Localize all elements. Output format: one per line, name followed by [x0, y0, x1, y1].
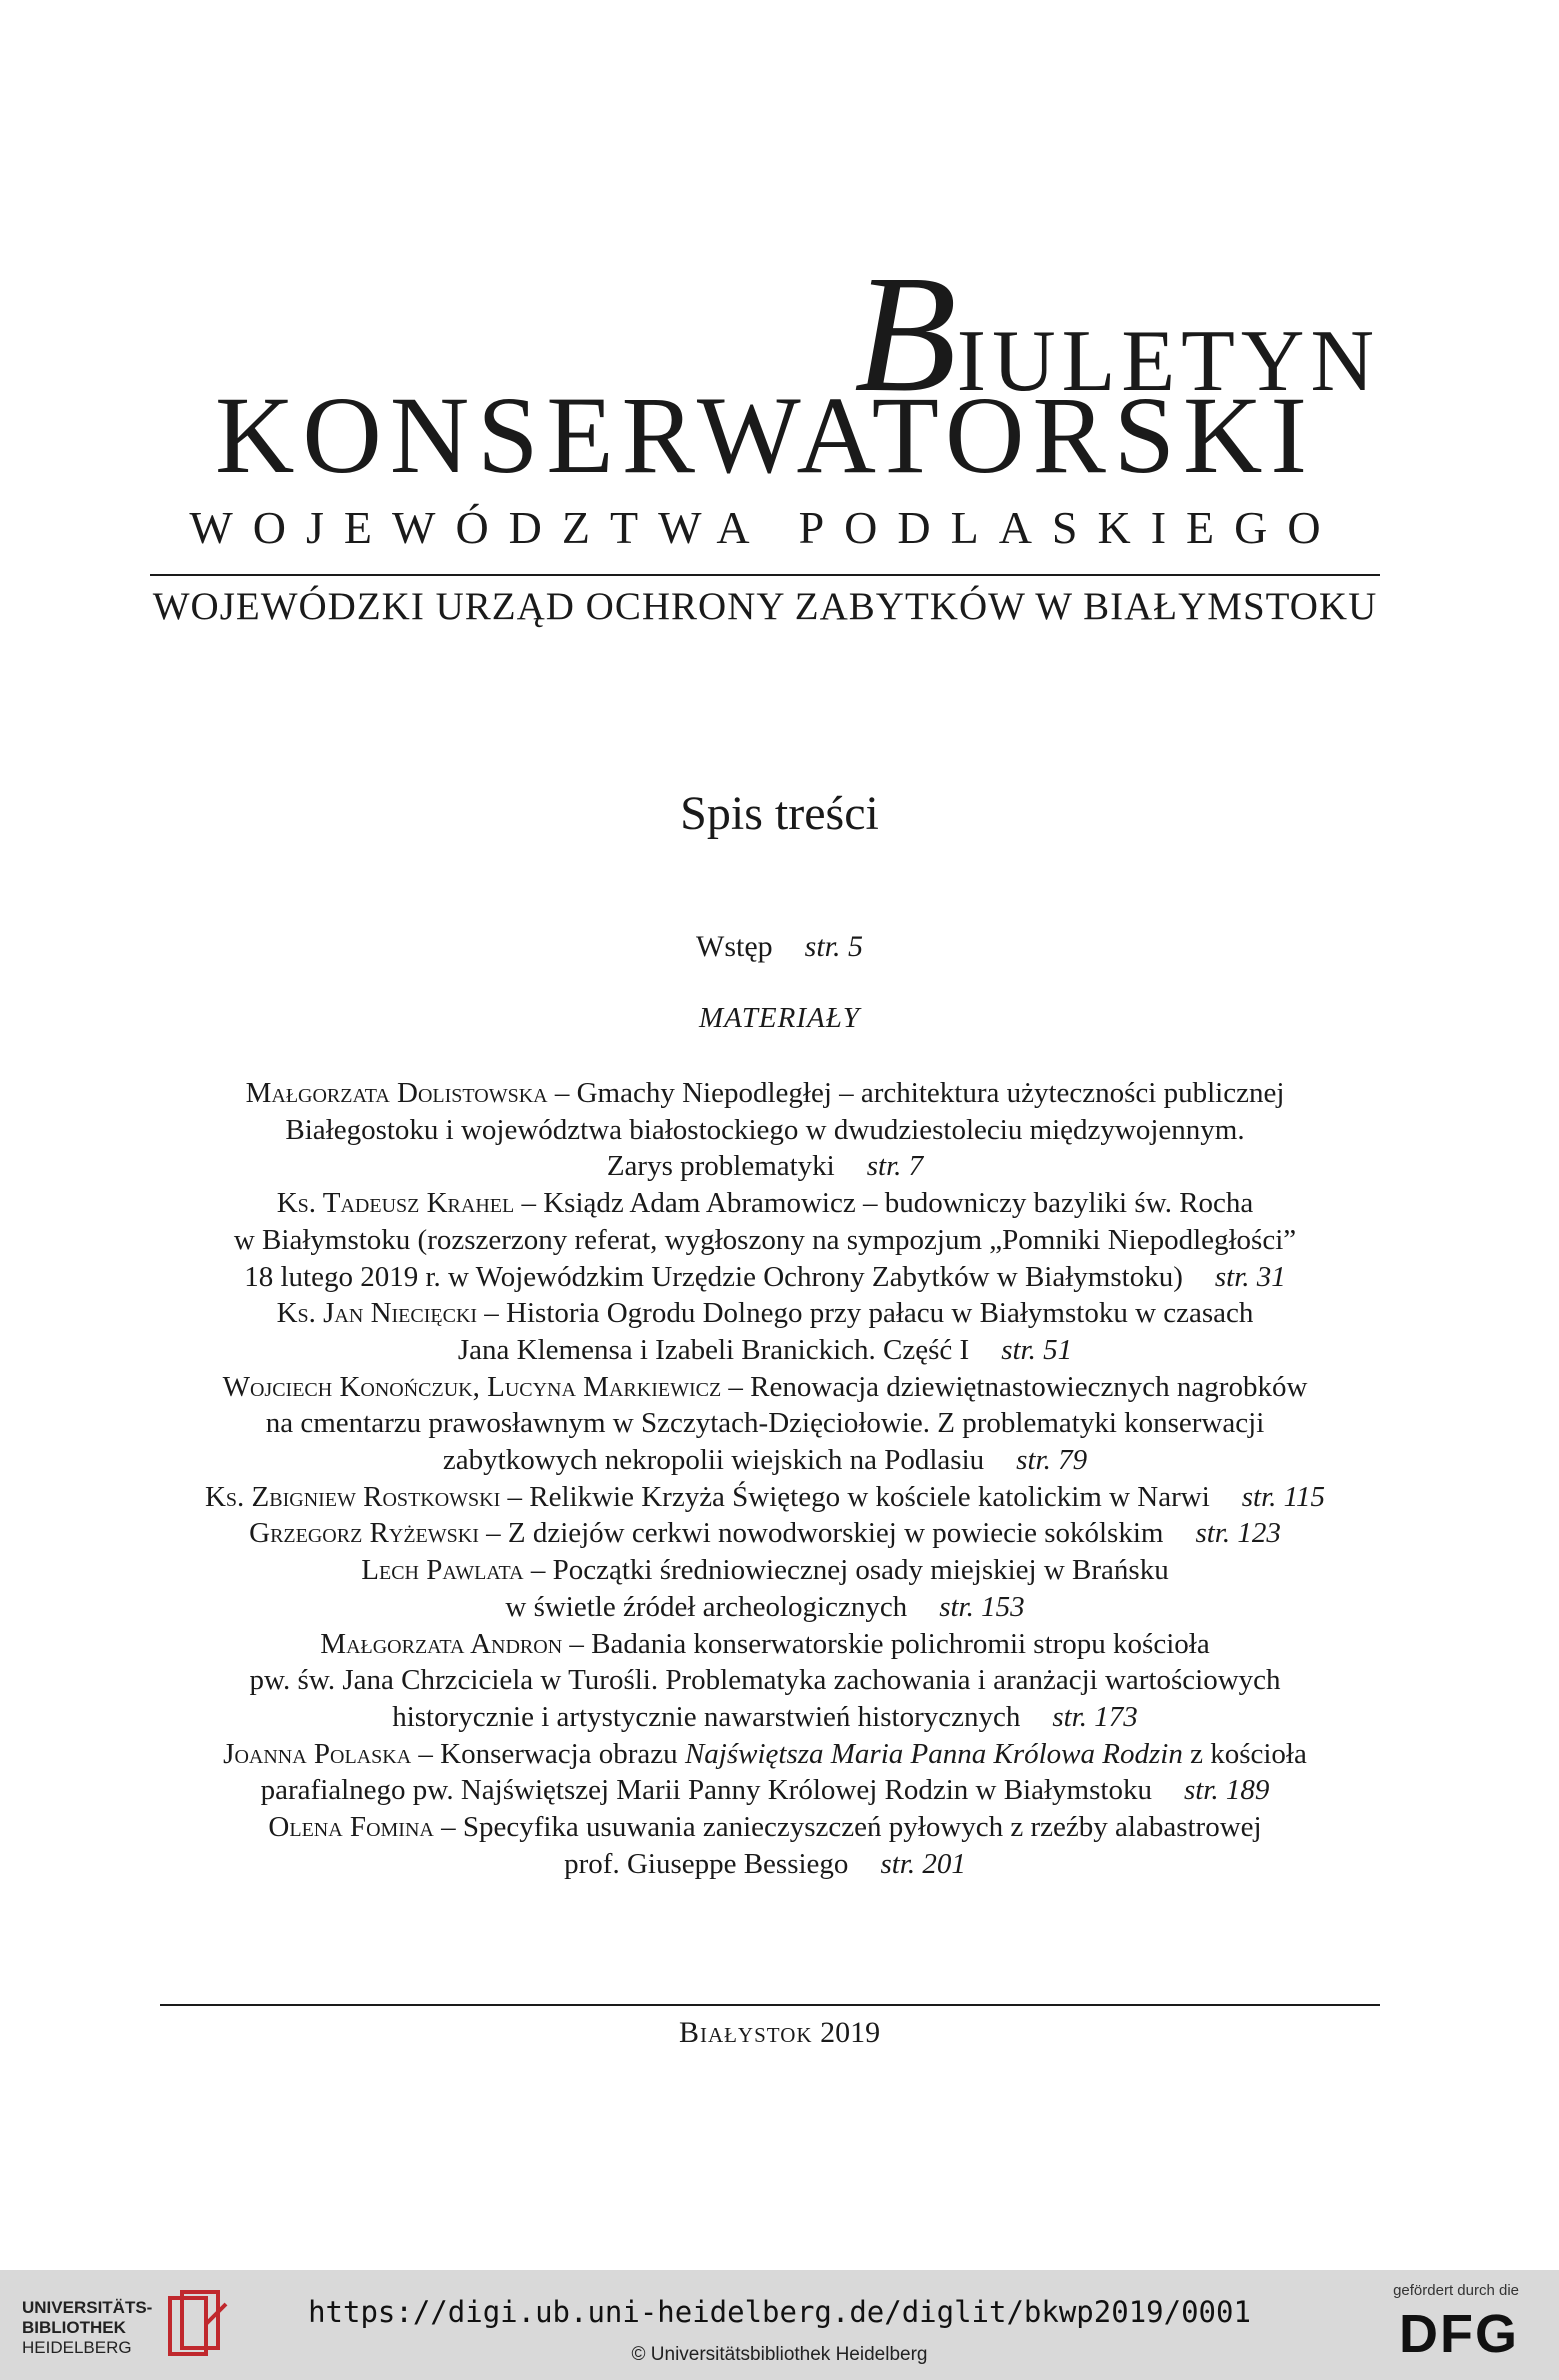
- entry-line: Zarys problematyki: [606, 1150, 835, 1183]
- imprint-place: Białystok: [678, 2016, 813, 2049]
- entry-line: parafialnego pw. Najświętszej Marii Panny Królowej Rodzin w Białymstoku: [260, 1774, 1152, 1807]
- entry-page: str. 51: [1001, 1333, 1073, 1366]
- entry-line: w świetle źródeł archeologicznych: [505, 1590, 908, 1623]
- imprint-year: 2019: [820, 2016, 881, 2049]
- entry-author: Lech Pawlata: [361, 1554, 524, 1587]
- toc-entry: Ks. Jan Niecięcki – Historia Ogrodu Dolnego przy pałacu w Białymstoku w czasach Jana Klemensa i Izabeli Branickich. Część I str. 51: [276, 1297, 1254, 1366]
- toc-entry: Małgorzata Dolistowska – Gmachy Niepodległej – architektura użyteczności publicznej Białegostoku i województwa białostockiego w dwudziestoleciu międzywojennym. Zarys problematyki str. 7: [245, 1077, 1285, 1183]
- entry-line: pw. św. Jana Chrzciciela w Turośli. Problematyka zachowania i aranżacji wartościowych: [249, 1664, 1281, 1697]
- permalink[interactable]: https://digi.ub.uni-heidelberg.de/diglit/bkwp2019/0001: [308, 2295, 1251, 2329]
- intro-page: str. 5: [804, 930, 863, 963]
- entry-author: Ks. Jan Niecięcki: [276, 1297, 478, 1330]
- entry-artwork-title: Najświętsza Maria Panna Królowa Rodzin: [684, 1737, 1183, 1770]
- masthead-title-line2: KONSERWATORSKI: [214, 374, 1316, 496]
- entry-author: Joanna Polaska: [223, 1737, 412, 1770]
- entry-line: 18 lutego 2019 r. w Wojewódzkim Urzędzie Ochrony Zabytków w Białymstoku): [244, 1260, 1183, 1293]
- entry-line: Białegostoku i województwa białostockiego w dwudziestoleciu międzywojennym.: [285, 1113, 1245, 1146]
- section-heading: MATERIAŁY: [699, 1002, 860, 1034]
- entry-author: Grzegorz Ryżewski: [249, 1517, 479, 1550]
- toc-entry: Wojciech Konończuk, Lucyna Markiewicz – Renowacja dziewiętnastowiecznych nagrobków na cmentarzu prawosławnym w Szczytach-Dzięciołowie. Z problematyki konserwacji zabytkowych nekropolii wiejskich na Podlasiu str. 79: [222, 1370, 1308, 1477]
- library-line3: HEIDELBERG: [22, 2338, 132, 2357]
- entry-author: Ks. Tadeusz Krahel: [276, 1187, 515, 1220]
- entry-author: Wojciech Konończuk, Lucyna Markiewicz: [222, 1370, 722, 1403]
- imprint: [0, 2016, 1559, 2050]
- entry-line: Jana Klemensa i Izabeli Branickich. Część I: [457, 1333, 970, 1366]
- entry-page: str. 153: [939, 1590, 1025, 1623]
- contents-list: [150, 1075, 1380, 1882]
- entry-line: prof. Giuseppe Bessiego: [564, 1847, 849, 1880]
- entry-line: zabytkowych nekropolii wiejskich na Podlasiu: [442, 1444, 985, 1477]
- entry-line: Specyfika usuwania zanieczyszczeń pyłowych z rzeźby alabastrowej: [462, 1811, 1262, 1844]
- dfg-logo-text: DFG: [1399, 2304, 1519, 2364]
- funder-logo[interactable]: [1379, 2282, 1519, 2364]
- masthead-title-line3: WOJEWÓDZTWA PODLASKIEGO: [189, 502, 1341, 553]
- entry-line: z kościoła: [1182, 1737, 1307, 1770]
- entry-page: str. 173: [1052, 1700, 1138, 1733]
- funding-label: gefördert durch die: [1393, 2282, 1519, 2299]
- masthead-title-rest: iuletyn: [956, 279, 1380, 418]
- intro-label: Wstęp: [696, 930, 773, 963]
- entry-line: Renowacja dziewiętnastowiecznych nagrobków: [750, 1370, 1308, 1403]
- entry-line: Gmachy Niepodległej – architektura użyteczności publicznej: [576, 1077, 1285, 1109]
- library-line2: BIBLIOTHEK: [22, 2318, 126, 2337]
- entry-page: str. 79: [1016, 1444, 1088, 1477]
- contents-intro: [0, 930, 1559, 964]
- masthead-divider: [150, 574, 1380, 576]
- toc-entry: Małgorzata Andron – Badania konserwatorskie polichromii stropu kościoła pw. św. Jana Chrzciciela w Turośli. Problematyka zachowania i aranżacji wartościowych historycznie i artystycznie nawarstwień historycznych str. 173: [249, 1627, 1281, 1733]
- entry-line: historycznie i artystycznie nawarstwień historycznych: [392, 1700, 1021, 1733]
- entry-author: Ks. Zbigniew Rostkowski: [204, 1480, 501, 1513]
- toc-entry: Ks. Zbigniew Rostkowski – Relikwie Krzyża Świętego w kościele katolickim w Narwi str. 115: [204, 1480, 1326, 1513]
- entry-page: str. 115: [1241, 1480, 1326, 1513]
- imprint-divider: [160, 2004, 1380, 2006]
- entry-line: Początki średniowiecznej osady miejskiej w Brańsku: [552, 1554, 1169, 1587]
- entry-author: Olena Fomina: [268, 1811, 434, 1844]
- entry-line: Ksiądz Adam Abramowicz – budowniczy bazyliki św. Rocha: [543, 1187, 1254, 1220]
- entry-page: str. 31: [1214, 1260, 1286, 1293]
- toc-entry: Olena Fomina – Specyfika usuwania zanieczyszczeń pyłowych z rzeźby alabastrowej prof. Giuseppe Bessiego str. 201: [268, 1811, 1262, 1880]
- entry-author: Małgorzata Andron: [320, 1627, 563, 1660]
- entry-author: Małgorzata Dolistowska: [245, 1077, 548, 1109]
- masthead-publisher: WOJEWÓDZKI URZĄD OCHRONY ZABYTKÓW W BIAŁYMSTOKU: [152, 585, 1378, 628]
- toc-entry: Joanna Polaska – Konserwacja obrazu Najświętsza Maria Panna Królowa Rodzin z kościoła parafialnego pw. Najświętszej Marii Panny Królowej Rodzin w Białymstoku str. 189: [223, 1737, 1307, 1807]
- library-line1: UNIVERSITÄTS-: [22, 2298, 153, 2317]
- entry-page: str. 7: [866, 1150, 924, 1183]
- masthead-initial: B: [854, 241, 957, 427]
- entry-line: Z dziejów cerkwi nowodworskiej w powiecie sokólskim: [507, 1517, 1164, 1550]
- entry-page: str. 189: [1183, 1774, 1270, 1807]
- copyright-notice: © Universitätsbibliothek Heidelberg: [631, 2344, 928, 2365]
- toc-entry: Grzegorz Ryżewski – Z dziejów cerkwi nowodworskiej w powiecie sokólskim str. 123: [249, 1517, 1281, 1550]
- entry-line: na cmentarzu prawosławnym w Szczytach-Dzięciołowie. Z problematyki konserwacji: [265, 1407, 1265, 1440]
- entry-page: str. 201: [880, 1847, 966, 1880]
- entry-line: Historia Ogrodu Dolnego przy pałacu w Białymstoku w czasach: [506, 1297, 1254, 1330]
- entry-line: Badania konserwatorskie polichromii stropu kościoła: [591, 1627, 1210, 1660]
- contents-heading: Spis treści: [680, 787, 879, 840]
- entry-line: w Białymstoku (rozszerzony referat, wygłoszony na sympozjum „Pomniki Niepodległości”: [233, 1223, 1297, 1256]
- toc-entry: Lech Pawlata – Początki średniowiecznej osady miejskiej w Brańsku w świetle źródeł archeologicznych str. 153: [361, 1554, 1169, 1623]
- entry-line: Relikwie Krzyża Świętego w kościele katolickim w Narwi: [529, 1480, 1210, 1513]
- entry-line: Konserwacja obrazu: [440, 1737, 685, 1770]
- entry-page: str. 123: [1195, 1517, 1281, 1550]
- toc-entry: Ks. Tadeusz Krahel – Ksiądz Adam Abramowicz – budowniczy bazyliki św. Rocha w Białymstoku (rozszerzony referat, wygłoszony na sympozjum „Pomniki Niepodległości” 18 lutego 2019 r. w Wojewódzkim Urzędzie Ochrony Zabytków w Białymstoku) str. 31: [233, 1187, 1297, 1293]
